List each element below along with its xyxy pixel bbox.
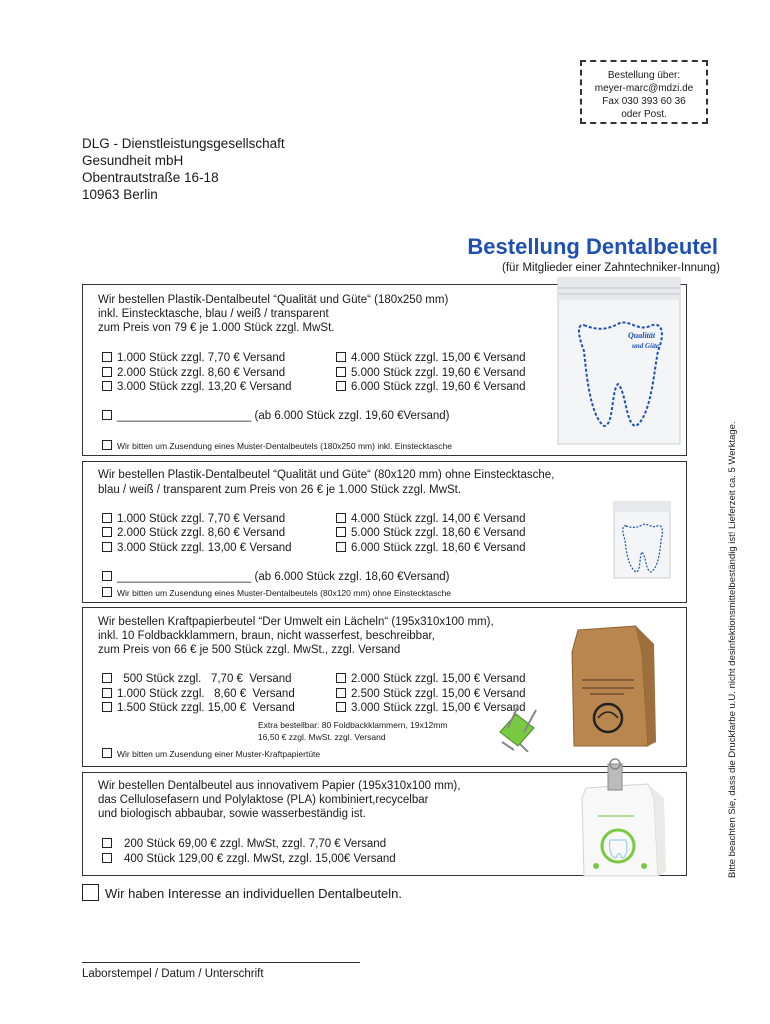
option-label: Wir bitten um Zusendung eines Muster-Dentalbeutels (180x250 mm) inkl. Einstecktasche xyxy=(117,441,452,451)
option-checkbox[interactable] xyxy=(102,852,396,867)
section-description: inkl. Einstecktasche, blau / weiß / transparent xyxy=(98,308,329,320)
checkbox[interactable] xyxy=(102,587,112,597)
option-label: 3.000 Stück zzgl. 13,00 € Versand xyxy=(117,542,292,554)
foldback-clip-icon xyxy=(494,702,540,752)
checkbox[interactable] xyxy=(102,367,112,377)
order-fax: Fax 030 393 60 36 xyxy=(602,96,686,107)
option-label: 1.000 Stück zzgl. 7,70 € Versand xyxy=(117,352,286,364)
option-label: 1.000 Stück zzgl. 8,60 € Versand xyxy=(117,688,295,700)
checkbox[interactable] xyxy=(102,853,112,863)
option-checkbox[interactable] xyxy=(336,526,526,541)
checkbox[interactable] xyxy=(336,702,346,712)
section-description: inkl. 10 Foldbackklammern, braun, nicht wasserfest, beschreibbar, xyxy=(98,630,435,642)
address-line: 10963 Berlin xyxy=(82,187,158,202)
option-label: 400 Stück 129,00 € zzgl. MwSt, zzgl. 15,00€ Versand xyxy=(124,853,396,865)
option-checkbox[interactable] xyxy=(102,351,285,366)
checkbox[interactable] xyxy=(102,838,112,848)
option-checkbox[interactable] xyxy=(102,512,285,527)
page-title: Bestellung Dentalbeutel xyxy=(467,234,718,259)
custom-quantity-option[interactable] xyxy=(102,570,450,585)
option-label: 6.000 Stück zzgl. 19,60 € Versand xyxy=(351,381,526,393)
section-description: Wir bestellen Plastik-Dentalbeutel “Qualität und Güte“ (80x120 mm) ohne Einstecktasche, xyxy=(98,469,555,481)
checkbox[interactable] xyxy=(102,527,112,537)
option-label: 2.500 Stück zzgl. 15,00 € Versand xyxy=(351,688,526,700)
extra-offer-price: 16,50 € zzgl. MwSt. zzgl. Versand xyxy=(258,732,386,742)
checkbox[interactable] xyxy=(102,702,112,712)
option-label: 5.000 Stück zzgl. 18,60 € Versand xyxy=(351,527,526,539)
option-label: Wir bitten um Zusendung einer Muster-Kraftpapiertüte xyxy=(117,749,321,759)
checkbox[interactable] xyxy=(336,381,346,391)
option-label: 2.000 Stück zzgl. 8,60 € Versand xyxy=(117,367,286,379)
checkbox[interactable] xyxy=(102,513,112,523)
checkbox[interactable] xyxy=(102,381,112,391)
checkbox[interactable] xyxy=(336,542,346,552)
option-label: 6.000 Stück zzgl. 18,60 € Versand xyxy=(351,542,526,554)
option-checkbox[interactable] xyxy=(102,687,295,702)
option-checkbox[interactable] xyxy=(102,701,295,716)
order-info-box xyxy=(580,60,708,124)
checkbox[interactable] xyxy=(102,673,112,683)
option-label: 1.000 Stück zzgl. 7,70 € Versand xyxy=(117,513,286,525)
checkbox[interactable] xyxy=(102,410,112,420)
sample-request-option[interactable] xyxy=(102,748,320,759)
checkbox[interactable] xyxy=(102,571,112,581)
option-checkbox[interactable] xyxy=(336,512,526,527)
checkbox[interactable] xyxy=(336,352,346,362)
custom-quantity-option[interactable] xyxy=(102,409,450,424)
option-checkbox[interactable] xyxy=(102,380,292,395)
section-description: das Cellulosefasern und Polylaktose (PLA) kombiniert,recycelbar xyxy=(98,794,429,806)
interest-label: Wir haben Interesse an individuellen Dentalbeuteln. xyxy=(105,886,403,901)
bag-label-text: und Güte xyxy=(632,342,660,350)
extra-offer-text: Extra bestellbar: 80 Foldbackklammern, 19x12mm xyxy=(258,720,448,730)
interest-option[interactable] xyxy=(82,884,402,901)
option-label: 1.500 Stück zzgl. 15,00 € Versand xyxy=(117,702,295,714)
section-description: Wir bestellen Plastik-Dentalbeutel “Qualität und Güte“ (180x250 mm) xyxy=(98,294,449,306)
section-description: zum Preis von 66 € je 500 Stück zzgl. MwSt., zzgl. Versand xyxy=(98,644,401,656)
checkbox[interactable] xyxy=(336,688,346,698)
option-label: 200 Stück 69,00 € zzgl. MwSt, zzgl. 7,70 € Versand xyxy=(124,838,387,850)
order-email[interactable]: meyer-marc@mdzi.de xyxy=(594,83,694,94)
option-checkbox[interactable] xyxy=(336,687,526,702)
order-info-line: Bestellung über: xyxy=(607,70,681,81)
section-description: zum Preis von 79 € je 1.000 Stück zzgl. MwSt. xyxy=(98,322,335,334)
option-label: 4.000 Stück zzgl. 15,00 € Versand xyxy=(351,352,526,364)
order-info-line: oder Post. xyxy=(621,109,667,120)
option-checkbox[interactable] xyxy=(336,380,526,395)
option-label: 4.000 Stück zzgl. 14,00 € Versand xyxy=(351,513,526,525)
plastic-bag-large-image xyxy=(556,276,684,448)
option-label: _____________________ (ab 6.000 Stück zzgl. 18,60 €Versand) xyxy=(117,571,450,583)
checkbox[interactable] xyxy=(336,527,346,537)
option-label: Wir bitten um Zusendung eines Muster-Dentalbeutels (80x120 mm) ohne Einstecktasche xyxy=(117,588,452,598)
option-checkbox[interactable] xyxy=(102,366,285,381)
side-note: Bitte beachten Sie, dass die Druckfarbe u.U. nicht desinfektionsmittelbeständig ist! Lieferzeit ca. 5 Werktage. xyxy=(727,421,738,878)
option-label: 3.000 Stück zzgl. 13,20 € Versand xyxy=(117,381,292,393)
checkbox[interactable] xyxy=(102,542,112,552)
kraft-bag-image xyxy=(568,622,660,750)
page-subtitle: (für Mitglieder einer Zahntechniker-Innung) xyxy=(502,262,720,274)
signature-line xyxy=(82,962,360,963)
order-section-plastic-small xyxy=(82,461,687,603)
bag-label-text: Qualität xyxy=(628,331,656,340)
option-label: 2.000 Stück zzgl. 8,60 € Versand xyxy=(117,527,286,539)
checkbox[interactable] xyxy=(102,688,112,698)
recipient-address xyxy=(82,135,285,203)
option-label: _____________________ (ab 6.000 Stück zzgl. 19,60 €Versand) xyxy=(117,410,450,422)
option-checkbox[interactable] xyxy=(102,541,292,556)
signature-label: Laborstempel / Datum / Unterschrift xyxy=(82,968,264,980)
option-label: 2.000 Stück zzgl. 15,00 € Versand xyxy=(351,673,526,685)
section-description: blau / weiß / transparent zum Preis von 26 € je 1.000 Stück zzgl. MwSt. xyxy=(98,484,462,496)
checkbox[interactable] xyxy=(336,367,346,377)
sample-request-option[interactable] xyxy=(102,440,452,451)
option-label: 5.000 Stück zzgl. 19,60 € Versand xyxy=(351,367,526,379)
checkbox[interactable] xyxy=(102,352,112,362)
option-checkbox[interactable] xyxy=(102,837,386,852)
address-line: Obentrautstraße 16-18 xyxy=(82,170,219,185)
address-line: DLG - Dienstleistungsgesellschaft xyxy=(82,136,285,151)
option-checkbox[interactable] xyxy=(336,541,526,556)
checkbox[interactable] xyxy=(102,440,112,450)
checkbox[interactable] xyxy=(336,673,346,683)
option-checkbox[interactable] xyxy=(102,526,285,541)
option-checkbox[interactable] xyxy=(336,351,526,366)
white-paper-bag-image xyxy=(578,758,670,880)
option-label: 3.000 Stück zzgl. 15,00 € Versand xyxy=(351,702,526,714)
section-description: und biologisch abbaubar, sowie wasserbeständig ist. xyxy=(98,808,366,820)
sample-request-option[interactable] xyxy=(102,587,451,598)
plastic-bag-small-image xyxy=(612,500,672,580)
option-checkbox[interactable] xyxy=(336,672,526,687)
checkbox[interactable] xyxy=(102,748,112,758)
address-line: Gesundheit mbH xyxy=(82,153,184,168)
checkbox[interactable] xyxy=(336,513,346,523)
option-checkbox[interactable] xyxy=(102,672,292,687)
option-checkbox[interactable] xyxy=(336,366,526,381)
option-label: 500 Stück zzgl. 7,70 € Versand xyxy=(117,673,292,685)
section-description: Wir bestellen Dentalbeutel aus innovativem Papier (195x310x100 mm), xyxy=(98,780,461,792)
section-description: Wir bestellen Kraftpapierbeutel “Der Umwelt ein Lächeln“ (195x310x100 mm), xyxy=(98,616,494,628)
interest-checkbox[interactable] xyxy=(82,884,99,901)
